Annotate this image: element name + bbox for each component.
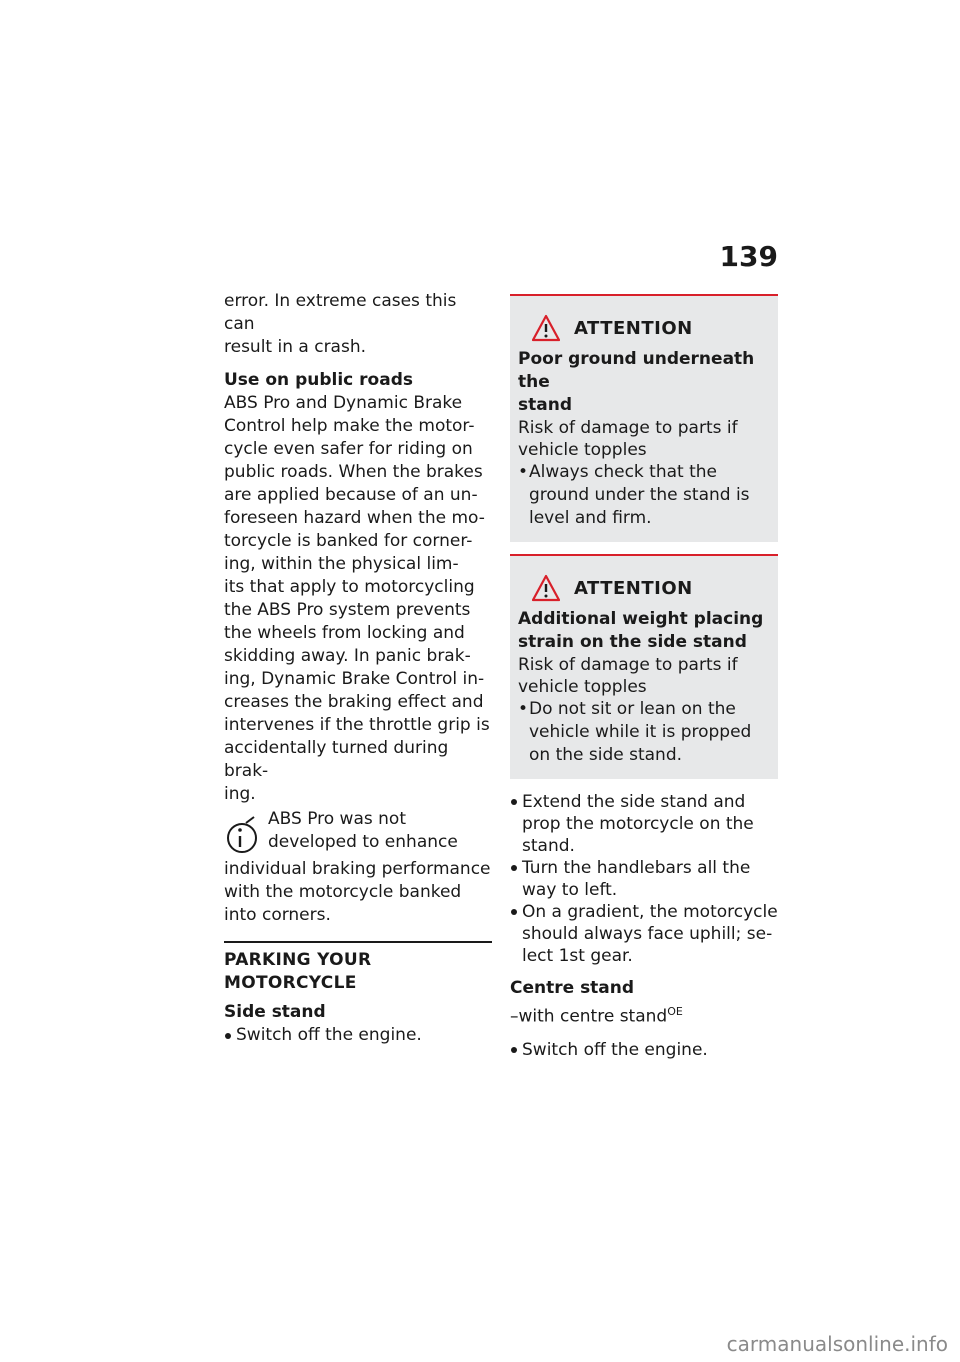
text-line: accidentally turned during brak- xyxy=(224,738,449,781)
bullet-dot xyxy=(511,865,517,871)
section-title xyxy=(224,949,492,995)
text-line: the wheels from locking and xyxy=(224,623,465,643)
text-line: vehicle topples xyxy=(518,677,647,697)
text-line: way to left. xyxy=(522,880,618,900)
list-item-text: Switch off the engine. xyxy=(236,1025,422,1045)
text-line: public roads. When the brakes xyxy=(224,462,483,482)
text-line: the ABS Pro system prevents xyxy=(224,600,471,620)
text-line: Always check that the xyxy=(529,462,717,482)
text-line: intervenes if the throttle grip is xyxy=(224,715,490,735)
text-line: Risk of damage to parts if xyxy=(518,655,738,675)
info-note xyxy=(224,808,492,927)
bullet-dot xyxy=(511,799,517,805)
warning-box xyxy=(510,554,778,779)
text-line: Poor ground underneath the xyxy=(518,349,755,392)
bullet-dot xyxy=(511,909,517,915)
text-line: with the motorcycle banked xyxy=(224,882,462,902)
text-line: On a gradient, the motorcycle xyxy=(522,902,778,922)
text-line: stand xyxy=(518,395,572,415)
warning-triangle-icon xyxy=(532,574,560,602)
list-item xyxy=(510,1039,778,1061)
text-line: into corners. xyxy=(224,905,331,925)
text-line: vehicle while it is propped xyxy=(529,722,752,742)
text-line: on the side stand. xyxy=(529,745,683,765)
warning-box xyxy=(510,294,778,542)
list-item xyxy=(510,791,778,857)
section-divider xyxy=(224,941,492,943)
text-line: ground under the stand is xyxy=(529,485,750,505)
text-line: Do not sit or lean on the xyxy=(529,699,736,719)
text-line: lect 1st gear. xyxy=(522,946,633,966)
left-column xyxy=(224,290,492,1047)
warning-action xyxy=(518,698,770,767)
public-roads-paragraph xyxy=(224,392,492,806)
side-stand-heading: Side stand xyxy=(224,1002,326,1022)
list-item xyxy=(224,1024,492,1047)
centre-stand-option xyxy=(510,1000,778,1029)
text-line: creases the braking effect and xyxy=(224,692,484,712)
text-line: vehicle topples xyxy=(518,440,647,460)
warning-header xyxy=(532,312,770,344)
text-line: Additional weight placing xyxy=(518,609,764,629)
warning-action xyxy=(518,461,770,530)
text-line: strain on the side stand xyxy=(518,632,747,652)
list-item xyxy=(510,857,778,901)
text-line: level and firm. xyxy=(529,508,652,528)
bullet-mark: • xyxy=(518,699,529,719)
text-line: Risk of damage to parts if xyxy=(518,418,738,438)
text-line: torcycle is banked for corner- xyxy=(224,531,473,551)
text-line: ing, Dynamic Brake Control in- xyxy=(224,669,485,689)
centre-stand-heading: Centre stand xyxy=(510,978,635,998)
text-line: ABS Pro was not xyxy=(268,809,406,829)
list-item xyxy=(510,901,778,967)
text-line: stand. xyxy=(522,836,575,856)
text-line: Control help make the motor- xyxy=(224,416,475,436)
text-line: ABS Pro and Dynamic Brake xyxy=(224,393,463,413)
text-line: ing, within the physical lim- xyxy=(224,554,459,574)
text-line: prop the motorcycle on the xyxy=(522,814,754,834)
text-line: error. In extreme cases this can xyxy=(224,291,457,334)
text-line: result in a crash. xyxy=(224,337,367,357)
warning-subject xyxy=(518,348,770,417)
warning-subject xyxy=(518,608,770,654)
right-column xyxy=(510,294,778,1061)
public-roads-heading: Use on public roads xyxy=(224,370,413,390)
text-line: cycle even safer for riding on xyxy=(224,439,473,459)
info-icon xyxy=(224,814,264,858)
section-title-line: PARKING YOUR xyxy=(224,950,372,970)
text-line: ing. xyxy=(224,784,256,804)
text-line: are applied because of an un- xyxy=(224,485,478,505)
warning-header xyxy=(532,572,770,604)
option-superscript: OE xyxy=(667,1005,683,1018)
text-line: skidding away. In panic brak- xyxy=(224,646,471,666)
intro-paragraph xyxy=(224,290,492,359)
text-line: individual braking performance xyxy=(224,859,491,879)
warning-consequence xyxy=(518,654,770,698)
text-line: Switch off the engine. xyxy=(522,1039,708,1060)
bullet-dot xyxy=(511,1047,517,1053)
watermark: carmanualsonline.info xyxy=(726,1332,948,1356)
text-line: Turn the handlebars all the xyxy=(522,858,751,878)
text-line: developed to enhance xyxy=(268,832,458,852)
warning-triangle-icon xyxy=(532,314,560,342)
bullet-dot xyxy=(225,1033,231,1039)
text-line: foreseen hazard when the mo- xyxy=(224,508,485,528)
warning-title: ATTENTION xyxy=(574,317,693,339)
text-line: its that apply to motorcycling xyxy=(224,577,475,597)
option-text: –with centre stand xyxy=(510,1006,668,1027)
bullet-mark: • xyxy=(518,462,529,482)
warning-title: ATTENTION xyxy=(574,577,693,599)
text-line: Extend the side stand and xyxy=(522,792,746,812)
section-title-line: MOTORCYCLE xyxy=(224,973,357,993)
page-number: 139 xyxy=(719,240,778,273)
text-line: should always face uphill; se- xyxy=(522,924,773,944)
warning-consequence xyxy=(518,417,770,461)
